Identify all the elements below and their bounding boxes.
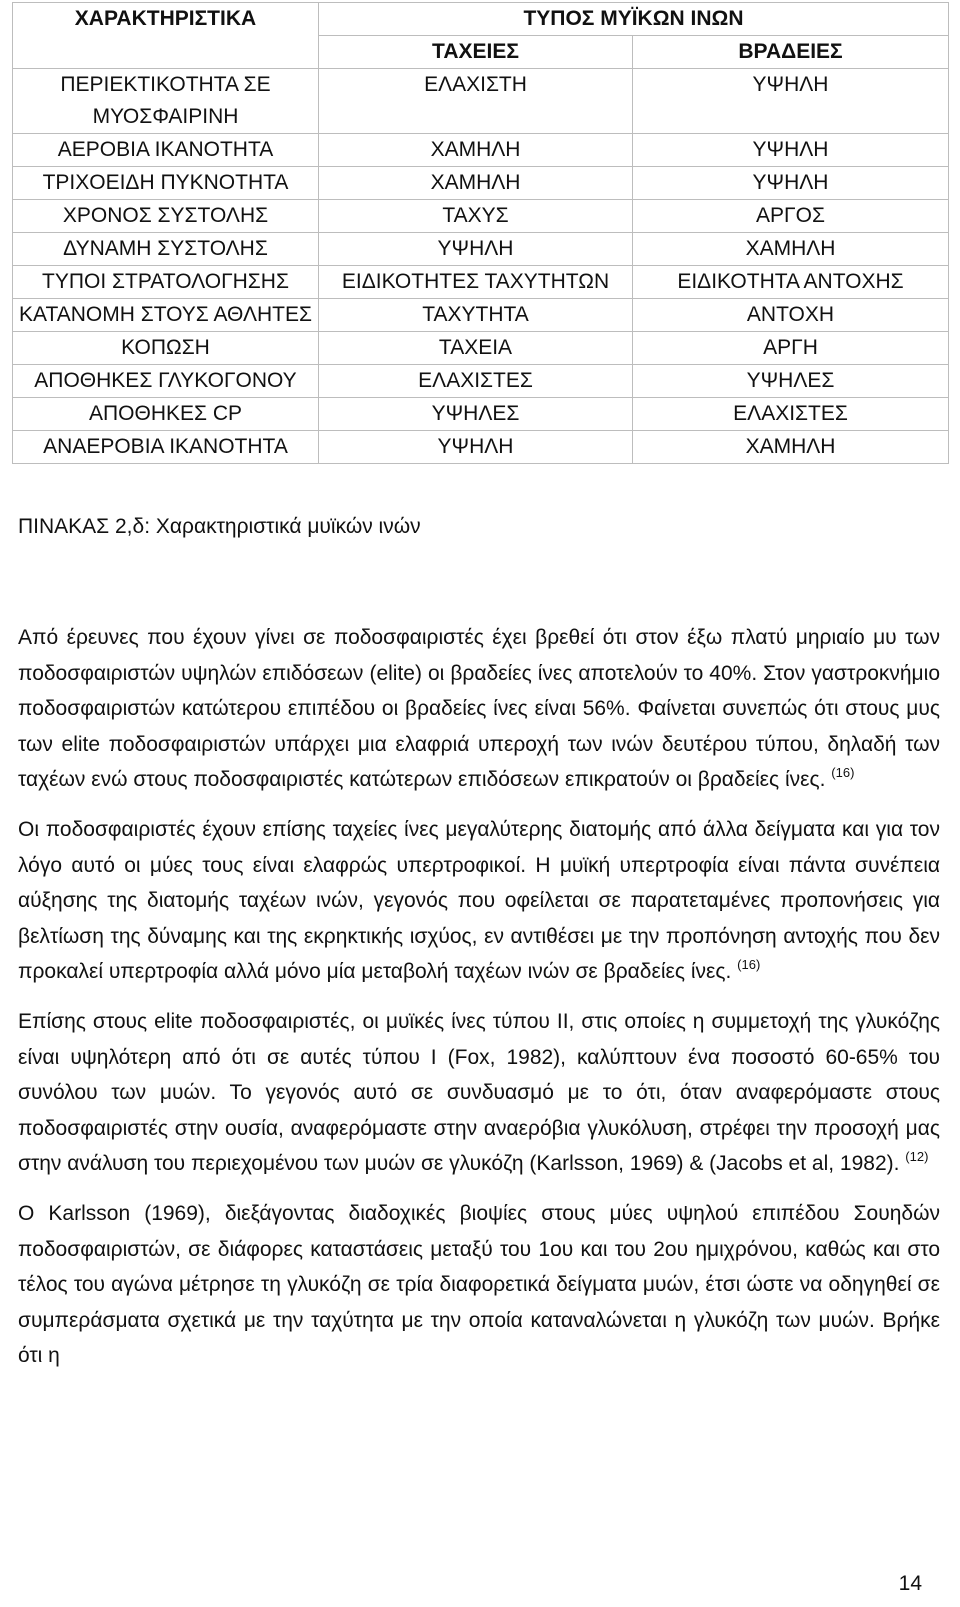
row-slow-value: ΕΙΔΙΚΟΤΗΤΑ ΑΝΤΟΧΗΣ: [633, 266, 949, 299]
row-label: ΑΠΟΘΗΚΕΣ CP: [13, 398, 319, 431]
page-number: 14: [898, 1572, 922, 1595]
table-row: [13, 69, 949, 134]
row-fast-value: ΥΨΗΛΗ: [319, 431, 633, 464]
row-label: ΠΕΡΙΕΚΤΙΚΟΤΗΤΑ ΣΕ ΜΥΟΣΦΑΙΡΙΝΗ: [13, 69, 319, 134]
row-slow-value: ΑΡΓΗ: [633, 332, 949, 365]
paragraph: [18, 1004, 940, 1182]
row-fast-value: ΕΛΑΧΙΣΤΕΣ: [319, 365, 633, 398]
row-slow-value: ΥΨΗΛΗ: [633, 69, 949, 134]
row-fast-value: ΧΑΜΗΛΗ: [319, 167, 633, 200]
row-slow-value: ΥΨΗΛΗ: [633, 167, 949, 200]
header-slow: ΒΡΑΔΕΙΕΣ: [633, 36, 949, 69]
row-fast-value: ΤΑΧΥΣ: [319, 200, 633, 233]
row-label: ΤΥΠΟΙ ΣΤΡΑΤΟΛΟΓΗΣΗΣ: [13, 266, 319, 299]
row-fast-value: ΥΨΗΛΕΣ: [319, 398, 633, 431]
row-label: ΔΥΝΑΜΗ ΣΥΣΤΟΛΗΣ: [13, 233, 319, 266]
row-slow-value: ΕΛΑΧΙΣΤΕΣ: [633, 398, 949, 431]
row-fast-value: ΕΙΔΙΚΟΤΗΤΕΣ ΤΑΧΥΤΗΤΩΝ: [319, 266, 633, 299]
table-row: [13, 134, 949, 167]
reference-marker: (16): [831, 765, 855, 781]
row-label: ΑΕΡΟΒΙΑ ΙΚΑΝΟΤΗΤΑ: [13, 134, 319, 167]
body-text: [18, 620, 940, 1388]
header-characteristics: ΧΑΡΑΚΤΗΡΙΣΤΙΚΑ: [13, 3, 319, 69]
reference-marker: (16): [737, 957, 761, 973]
reference-marker: (12): [905, 1149, 929, 1165]
paragraph: [18, 620, 940, 798]
row-label: ΧΡΟΝΟΣ ΣΥΣΤΟΛΗΣ: [13, 200, 319, 233]
header-fast: ΤΑΧΕΙΕΣ: [319, 36, 633, 69]
table-row: [13, 167, 949, 200]
table-row: [13, 266, 949, 299]
paragraph-text: Οι ποδοσφαιριστές έχουν επίσης ταχείες ίνες μεγαλύτερης διατομής από άλλα δείγματα και για τον λόγο αυτό οι μύες τους είναι ελαφρώς υπερτροφικοί. Η μυϊκή υπερτροφία είναι πάντα συνέπεια αύξησης της διατομής ταχέων ινών, γεγονός που οφείλεται σε παρατεταμένες προπονήσεις για βελτίωση της δύναμης και της εκρηκτικής ισχύος, εν αντιθέσει με την προπόνηση αντοχής που δεν προκαλεί υπερτροφία αλλά μόνο μία μεταβολή ταχέων ινών σε βραδείες ίνες.: [18, 817, 940, 984]
paragraph: [18, 1196, 940, 1374]
header-fiber-type: ΤΥΠΟΣ ΜΥΪΚΩΝ ΙΝΩΝ: [319, 3, 949, 36]
row-slow-value: ΑΝΤΟΧΗ: [633, 299, 949, 332]
row-slow-value: ΑΡΓΟΣ: [633, 200, 949, 233]
row-slow-value: ΧΑΜΗΛΗ: [633, 431, 949, 464]
paragraph-text: Ο Karlsson (1969), διεξάγοντας διαδοχικές βιοψίες στους μύες υψηλού επιπέδου Σουηδών ποδοσφαιριστών, σε διάφορες καταστάσεις μεταξύ του 1ου και του 2ου ημιχρόνου, καθώς και στο τέλος του αγώνα μέτρησε τη γλυκόζη σε τρία διαφορετικά δείγματα μυών, έτσι ώστε να οδηγηθεί σε συμπεράσματα σχετικά με την ταχύτητα με την οποία καταναλώνεται η γλυκόζη των μυών. Βρήκε ότι η: [18, 1201, 940, 1368]
row-fast-value: ΧΑΜΗΛΗ: [319, 134, 633, 167]
row-fast-value: ΕΛΑΧΙΣΤΗ: [319, 69, 633, 134]
row-fast-value: ΤΑΧΥΤΗΤΑ: [319, 299, 633, 332]
table-row: [13, 200, 949, 233]
row-fast-value: ΤΑΧΕΙΑ: [319, 332, 633, 365]
paragraph-text: Από έρευνες που έχουν γίνει σε ποδοσφαιριστές έχει βρεθεί ότι στον έξω πλατύ μηριαίο μυ των ποδοσφαιριστών υψηλών επιδόσεων (elite) οι βραδείες ίνες αποτελούν το 40%. Στον γαστροκνήμιο ποδοσφαιριστών κατώτερου επιπέδου οι βραδείες ίνες είναι 56%. Φαίνεται συνεπώς ότι στους μυς των elite ποδοσφαιριστών υπάρχει μια ελαφριά υπεροχή των ινών δευτέρου τύπου, δηλαδή των ταχέων ενώ στους ποδοσφαιριστές κατώτερων επιδόσεων επικρατούν οι βραδείες ίνες.: [18, 626, 940, 792]
row-label: ΑΝΑΕΡΟΒΙΑ ΙΚΑΝΟΤΗΤΑ: [13, 431, 319, 464]
row-slow-value: ΥΨΗΛΗ: [633, 134, 949, 167]
table-row: [13, 233, 949, 266]
row-label: ΤΡΙΧΟΕΙΔΗ ΠΥΚΝΟΤΗΤΑ: [13, 167, 319, 200]
paragraph: [18, 812, 940, 990]
table-row: [13, 398, 949, 431]
row-fast-value: ΥΨΗΛΗ: [319, 233, 633, 266]
paragraph-text: Επίσης στους elite ποδοσφαιριστές, οι μυϊκές ίνες τύπου ΙΙ, στις οποίες η συμμετοχή της γλυκόζης είναι υψηλότερη από ότι σε αυτές τύπου Ι (Fox, 1982), καλύπτουν ένα ποσοστό 60-65% του συνόλου των μυών. Το γεγονός αυτό σε συνδυασμό με το ότι, όταν αναφερόμαστε στους ποδοσφαιριστές στην ουσία, αναφερόμαστε στην αναερόβια γλυκόλυση, στρέφει την προσοχή μας στην ανάλυση του περιεχομένου των μυών σε γλυκόζη (Karlsson, 1969) & (Jacobs et al, 1982).: [18, 1009, 940, 1176]
table-row: [13, 431, 949, 464]
row-label: ΚΟΠΩΣΗ: [13, 332, 319, 365]
table-header-row: [13, 3, 949, 36]
table-row: [13, 332, 949, 365]
row-label: ΑΠΟΘΗΚΕΣ ΓΛΥΚΟΓΟΝΟΥ: [13, 365, 319, 398]
row-slow-value: ΥΨΗΛΕΣ: [633, 365, 949, 398]
row-label: ΚΑΤΑΝΟΜΗ ΣΤΟΥΣ ΑΘΛΗΤΕΣ: [13, 299, 319, 332]
row-slow-value: ΧΑΜΗΛΗ: [633, 233, 949, 266]
table-caption: ΠΙΝΑΚΑΣ 2,δ: Χαρακτηριστικά μυϊκών ινών: [18, 515, 421, 538]
table-row: [13, 299, 949, 332]
muscle-fiber-table: [12, 2, 949, 464]
table-row: [13, 365, 949, 398]
